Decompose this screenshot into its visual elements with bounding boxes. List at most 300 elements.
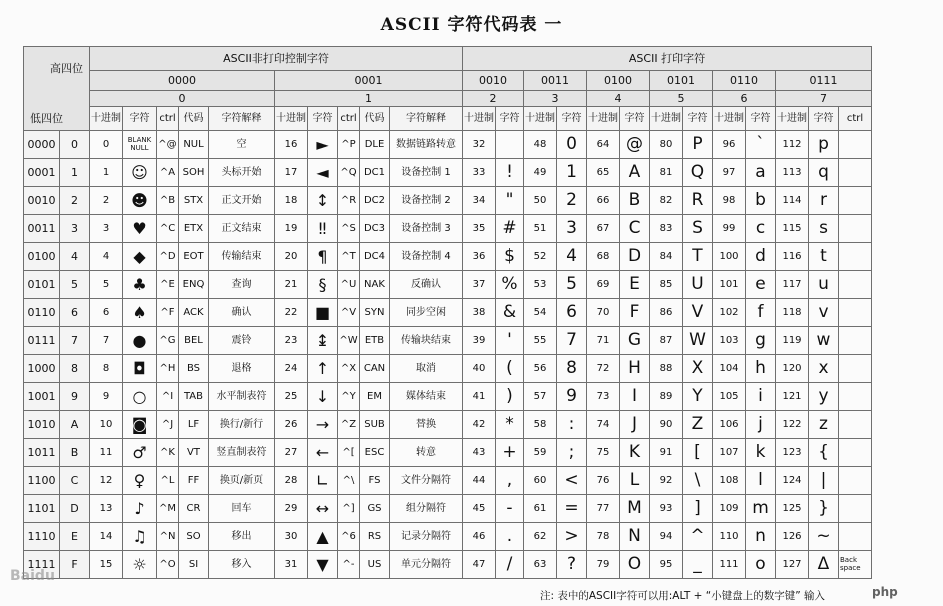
cell-char: ♠ (123, 299, 157, 327)
cell-dec: 9 (90, 383, 123, 411)
cell-explain: 设备控制 2 (390, 187, 463, 215)
cell-char: U (683, 271, 713, 299)
cell-code: GS (360, 495, 390, 523)
cell-char: V (683, 299, 713, 327)
col-header-char: 字符 (620, 107, 650, 131)
cell-code: BS (179, 355, 209, 383)
cell-dec: 126 (776, 523, 809, 551)
cell-code: SOH (179, 159, 209, 187)
cell-ctrl: ^T (338, 243, 360, 271)
cell-dec: 70 (587, 299, 620, 327)
row-hex: 5 (60, 271, 90, 299)
cell-dec: 40 (463, 355, 496, 383)
cell-empty (839, 523, 872, 551)
cell-ctrl: ^K (157, 439, 179, 467)
cell-dec: 30 (275, 523, 308, 551)
cell-dec: 39 (463, 327, 496, 355)
table-row (24, 271, 872, 299)
cell-char: ; (557, 439, 587, 467)
cell-dec: 117 (776, 271, 809, 299)
cell-ctrl: ^P (338, 131, 360, 159)
table-row (24, 383, 872, 411)
cell-dec: 57 (524, 383, 557, 411)
cell-dec: 85 (650, 271, 683, 299)
cell-char: @ (620, 131, 650, 159)
cell-char: ♀ (123, 467, 157, 495)
cell-dec: 25 (275, 383, 308, 411)
cell-ctrl: ^] (338, 495, 360, 523)
cell-char: < (557, 467, 587, 495)
cell-code: FF (179, 467, 209, 495)
cell-char: ▼ (308, 551, 338, 579)
cell-dec: 104 (713, 355, 746, 383)
cell-char: ☻ (123, 187, 157, 215)
cell-dec: 115 (776, 215, 809, 243)
cell-code: DLE (360, 131, 390, 159)
cell-dec: 7 (90, 327, 123, 355)
cell-dec: 72 (587, 355, 620, 383)
cell-char: Q (683, 159, 713, 187)
cell-code: VT (179, 439, 209, 467)
cell-dec: 51 (524, 215, 557, 243)
cell-ctrl: ^E (157, 271, 179, 299)
cell-char: ◄ (308, 159, 338, 187)
cell-dec: 5 (90, 271, 123, 299)
cell-dec: 2 (90, 187, 123, 215)
cell-dec: 55 (524, 327, 557, 355)
cell-char: B (620, 187, 650, 215)
cell-ctrl: ^S (338, 215, 360, 243)
cell-char: ▲ (308, 523, 338, 551)
row-hex: 8 (60, 355, 90, 383)
cell-empty (839, 243, 872, 271)
cell-explain: 设备控制 1 (390, 159, 463, 187)
cell-dec: 32 (463, 131, 496, 159)
baidu-watermark: Baidu (10, 568, 55, 584)
cell-dec: 50 (524, 187, 557, 215)
cell-char: \ (683, 467, 713, 495)
row-bin: 0011 (24, 215, 60, 243)
cell-char: ↑ (308, 355, 338, 383)
table-row (24, 215, 872, 243)
cell-char: 4 (557, 243, 587, 271)
cell-char: O (620, 551, 650, 579)
cell-dec: 12 (90, 467, 123, 495)
cell-code: ETX (179, 215, 209, 243)
cell-explain: 确认 (209, 299, 275, 327)
cell-dec: 99 (713, 215, 746, 243)
cell-code: CR (179, 495, 209, 523)
table-row (24, 439, 872, 467)
cell-char: ' (496, 327, 524, 355)
cell-dec: 49 (524, 159, 557, 187)
row-bin: 0010 (24, 187, 60, 215)
cell-empty (839, 383, 872, 411)
row-bin: 1101 (24, 495, 60, 523)
cell-ctrl: ^J (157, 411, 179, 439)
cell-dec: 60 (524, 467, 557, 495)
cell-ctrl: ^H (157, 355, 179, 383)
cell-ctrl: ^G (157, 327, 179, 355)
cell-code: US (360, 551, 390, 579)
cell-empty (839, 327, 872, 355)
cell-char: , (496, 467, 524, 495)
high-bits-header: 0111 (776, 71, 872, 91)
cell-ctrl: ^6 (338, 523, 360, 551)
cell-char: p (809, 131, 839, 159)
row-bin: 1010 (24, 411, 60, 439)
cell-explain: 设备控制 3 (390, 215, 463, 243)
cell-char: ↓ (308, 383, 338, 411)
cell-explain: 回车 (209, 495, 275, 523)
cell-char: M (620, 495, 650, 523)
cell-char: a (746, 159, 776, 187)
table-row (24, 467, 872, 495)
cell-dec: 29 (275, 495, 308, 523)
cell-char: L (620, 467, 650, 495)
cell-explain: 数据链路转意 (390, 131, 463, 159)
cell-char: H (620, 355, 650, 383)
cell-dec: 59 (524, 439, 557, 467)
high-hex-header: 4 (587, 91, 650, 107)
cell-dec: 110 (713, 523, 746, 551)
cell-dec: 97 (713, 159, 746, 187)
cell-char: ► (308, 131, 338, 159)
cell-dec: 87 (650, 327, 683, 355)
cell-char: c (746, 215, 776, 243)
row-bin: 0100 (24, 243, 60, 271)
cell-empty (839, 159, 872, 187)
col-header-dec: 十进制 (650, 107, 683, 131)
cell-dec: 113 (776, 159, 809, 187)
cell-explain: 竖直制表符 (209, 439, 275, 467)
cell-char: r (809, 187, 839, 215)
high-bits-header: 0000 (90, 71, 275, 91)
cell-char: ○ (123, 383, 157, 411)
high-bits-header: 0010 (463, 71, 524, 91)
table-row (24, 327, 872, 355)
cell-char: l (746, 467, 776, 495)
cell-explain: 设备控制 4 (390, 243, 463, 271)
row-hex: 7 (60, 327, 90, 355)
cell-dec: 82 (650, 187, 683, 215)
cell-explain: 正文结束 (209, 215, 275, 243)
cell-dec: 34 (463, 187, 496, 215)
cell-dec: 42 (463, 411, 496, 439)
cell-dec: 111 (713, 551, 746, 579)
cell-dec: 106 (713, 411, 746, 439)
cell-dec: 108 (713, 467, 746, 495)
cell-code: DC1 (360, 159, 390, 187)
cell-char: ~ (809, 523, 839, 551)
cell-dec: 22 (275, 299, 308, 327)
cell-empty (839, 439, 872, 467)
cell-char: 0 (557, 131, 587, 159)
cell-empty (839, 495, 872, 523)
cell-dec: 48 (524, 131, 557, 159)
section-nonprint-header: ASCII非打印控制字符 (90, 47, 463, 71)
col-header-dec: 十进制 (713, 107, 746, 131)
high-hex-header: 0 (90, 91, 275, 107)
cell-dec: 88 (650, 355, 683, 383)
cell-dec: 109 (713, 495, 746, 523)
cell-dec: 23 (275, 327, 308, 355)
col-header-code: 代码 (179, 107, 209, 131)
cell-dec: 103 (713, 327, 746, 355)
cell-char: ■ (308, 299, 338, 327)
cell-explain: 媒体结束 (390, 383, 463, 411)
cell-dec: 54 (524, 299, 557, 327)
cell-char: % (496, 271, 524, 299)
row-bin: 1000 (24, 355, 60, 383)
cell-char: 1 (557, 159, 587, 187)
col-header-dec: 十进制 (524, 107, 557, 131)
cell-char: f (746, 299, 776, 327)
cell-dec: 119 (776, 327, 809, 355)
cell-dec: 63 (524, 551, 557, 579)
table-row (24, 551, 872, 579)
cell-ctrl: ^M (157, 495, 179, 523)
cell-dec: 52 (524, 243, 557, 271)
cell-ctrl: ^F (157, 299, 179, 327)
cell-char: m (746, 495, 776, 523)
cell-dec: 124 (776, 467, 809, 495)
cell-dec: 89 (650, 383, 683, 411)
cell-char: ( (496, 355, 524, 383)
cell-explain: 组分隔符 (390, 495, 463, 523)
cell-code: NAK (360, 271, 390, 299)
cell-dec: 21 (275, 271, 308, 299)
cell-ctrl: ^I (157, 383, 179, 411)
cell-dec: 13 (90, 495, 123, 523)
cell-explain: 空 (209, 131, 275, 159)
cell-ctrl: ^L (157, 467, 179, 495)
cell-explain: 换页/新页 (209, 467, 275, 495)
cell-code: ENQ (179, 271, 209, 299)
cell-dec: 61 (524, 495, 557, 523)
cell-dec: 6 (90, 299, 123, 327)
cell-empty (839, 355, 872, 383)
cell-dec: 69 (587, 271, 620, 299)
cell-explain: 头标开始 (209, 159, 275, 187)
cell-explain: 单元分隔符 (390, 551, 463, 579)
cell-char: A (620, 159, 650, 187)
col-header-explain: 字符解释 (209, 107, 275, 131)
cell-explain: 震铃 (209, 327, 275, 355)
cell-ctrl: ^U (338, 271, 360, 299)
php-watermark: php (872, 585, 898, 599)
high-bits-header: 0101 (650, 71, 713, 91)
cell-code: DC4 (360, 243, 390, 271)
corner-low-label: 低四位 (30, 112, 63, 125)
cell-char: ‼ (308, 215, 338, 243)
cell-dec: 73 (587, 383, 620, 411)
cell-ctrl: ^R (338, 187, 360, 215)
cell-ctrl: ^O (157, 551, 179, 579)
high-hex-header: 3 (524, 91, 587, 107)
cell-char: & (496, 299, 524, 327)
high-bits-header: 0001 (275, 71, 463, 91)
col-header-code: 代码 (360, 107, 390, 131)
cell-char: h (746, 355, 776, 383)
cell-dec: 33 (463, 159, 496, 187)
cell-ctrl: ^Y (338, 383, 360, 411)
cell-dec: 45 (463, 495, 496, 523)
cell-explain: 移入 (209, 551, 275, 579)
cell-char: ♪ (123, 495, 157, 523)
cell-dec: 80 (650, 131, 683, 159)
cell-dec: 43 (463, 439, 496, 467)
cell-dec: 127 (776, 551, 809, 579)
cell-explain: 传输块结束 (390, 327, 463, 355)
cell-dec: 79 (587, 551, 620, 579)
cell-char: P (683, 131, 713, 159)
cell-ctrl: ^[ (338, 439, 360, 467)
cell-char: 7 (557, 327, 587, 355)
table-row (24, 411, 872, 439)
cell-ctrl: ^@ (157, 131, 179, 159)
cell-empty (839, 299, 872, 327)
cell-dec: 91 (650, 439, 683, 467)
table-row (24, 495, 872, 523)
cell-char: ] (683, 495, 713, 523)
ascii-table (23, 46, 872, 579)
cell-empty (839, 187, 872, 215)
col-header-ctrl: ctrl (157, 107, 179, 131)
cell-char (496, 131, 524, 159)
cell-char: { (809, 439, 839, 467)
cell-char: j (746, 411, 776, 439)
cell-code: TAB (179, 383, 209, 411)
row-bin: 0111 (24, 327, 60, 355)
cell-char: . (496, 523, 524, 551)
page-title: ASCII 字符代码表 一 (380, 15, 563, 35)
cell-dec: 8 (90, 355, 123, 383)
cell-dec: 90 (650, 411, 683, 439)
cell-dec: 81 (650, 159, 683, 187)
cell-char: I (620, 383, 650, 411)
cell-char: } (809, 495, 839, 523)
cell-dec: 114 (776, 187, 809, 215)
high-hex-header: 1 (275, 91, 463, 107)
row-hex: C (60, 467, 90, 495)
col-header-char: 字符 (746, 107, 776, 131)
cell-dec: 123 (776, 439, 809, 467)
cell-char: Y (683, 383, 713, 411)
cell-char: ↨ (308, 327, 338, 355)
high-bits-header: 0110 (713, 71, 776, 91)
row-hex: 9 (60, 383, 90, 411)
cell-dec: 56 (524, 355, 557, 383)
cell-char: Z (683, 411, 713, 439)
cell-dec: 18 (275, 187, 308, 215)
cell-char: : (557, 411, 587, 439)
col-header-char: 字符 (557, 107, 587, 131)
cell-char: v (809, 299, 839, 327)
cell-dec: 68 (587, 243, 620, 271)
cell-char: § (308, 271, 338, 299)
cell-ctrl: ^B (157, 187, 179, 215)
cell-dec: 37 (463, 271, 496, 299)
cell-explain: 文件分隔符 (390, 467, 463, 495)
cell-char: ! (496, 159, 524, 187)
cell-char: Δ (809, 551, 839, 579)
cell-dec: 83 (650, 215, 683, 243)
cell-code: DC2 (360, 187, 390, 215)
cell-char: " (496, 187, 524, 215)
cell-char: i (746, 383, 776, 411)
cell-dec: 71 (587, 327, 620, 355)
cell-char: ) (496, 383, 524, 411)
col-header-dec: 十进制 (90, 107, 123, 131)
cell-code: ACK (179, 299, 209, 327)
cell-char: ← (308, 439, 338, 467)
cell-char: / (496, 551, 524, 579)
high-bits-header: 0100 (587, 71, 650, 91)
row-bin: 0001 (24, 159, 60, 187)
cell-ctrl: ^- (338, 551, 360, 579)
cell-dec: 98 (713, 187, 746, 215)
cell-char: b (746, 187, 776, 215)
row-hex: 1 (60, 159, 90, 187)
cell-char: # (496, 215, 524, 243)
col-header-ctrl: ctrl (338, 107, 360, 131)
cell-char: s (809, 215, 839, 243)
cell-ctrl: ^W (338, 327, 360, 355)
cell-char: ♣ (123, 271, 157, 299)
cell-dec: 31 (275, 551, 308, 579)
cell-dec: 38 (463, 299, 496, 327)
row-bin: 1001 (24, 383, 60, 411)
cell-code: EOT (179, 243, 209, 271)
cell-char: ◆ (123, 243, 157, 271)
cell-dec: 24 (275, 355, 308, 383)
cell-dec: 10 (90, 411, 123, 439)
row-hex: 3 (60, 215, 90, 243)
cell-dec: 92 (650, 467, 683, 495)
cell-char: - (496, 495, 524, 523)
cell-char: k (746, 439, 776, 467)
cell-ctrl: ^N (157, 523, 179, 551)
cell-empty (839, 215, 872, 243)
cell-char: = (557, 495, 587, 523)
cell-explain: 传输结束 (209, 243, 275, 271)
cell-char: ● (123, 327, 157, 355)
cell-char: ^ (683, 523, 713, 551)
cell-char: u (809, 271, 839, 299)
cell-ctrl: ^Z (338, 411, 360, 439)
cell-dec: 16 (275, 131, 308, 159)
row-hex: 0 (60, 131, 90, 159)
cell-code: SI (179, 551, 209, 579)
row-bin: 0101 (24, 271, 60, 299)
cell-code: NUL (179, 131, 209, 159)
cell-dec: 35 (463, 215, 496, 243)
cell-code: DC3 (360, 215, 390, 243)
cell-dec: 65 (587, 159, 620, 187)
cell-dec: 62 (524, 523, 557, 551)
cell-explain: 正文开始 (209, 187, 275, 215)
cell-char: $ (496, 243, 524, 271)
row-hex: 4 (60, 243, 90, 271)
cell-char: * (496, 411, 524, 439)
cell-ctrl: ^D (157, 243, 179, 271)
high-hex-header: 5 (650, 91, 713, 107)
row-bin: 1100 (24, 467, 60, 495)
cell-dec: 96 (713, 131, 746, 159)
cell-dec: 27 (275, 439, 308, 467)
cell-ctrl: ^Q (338, 159, 360, 187)
